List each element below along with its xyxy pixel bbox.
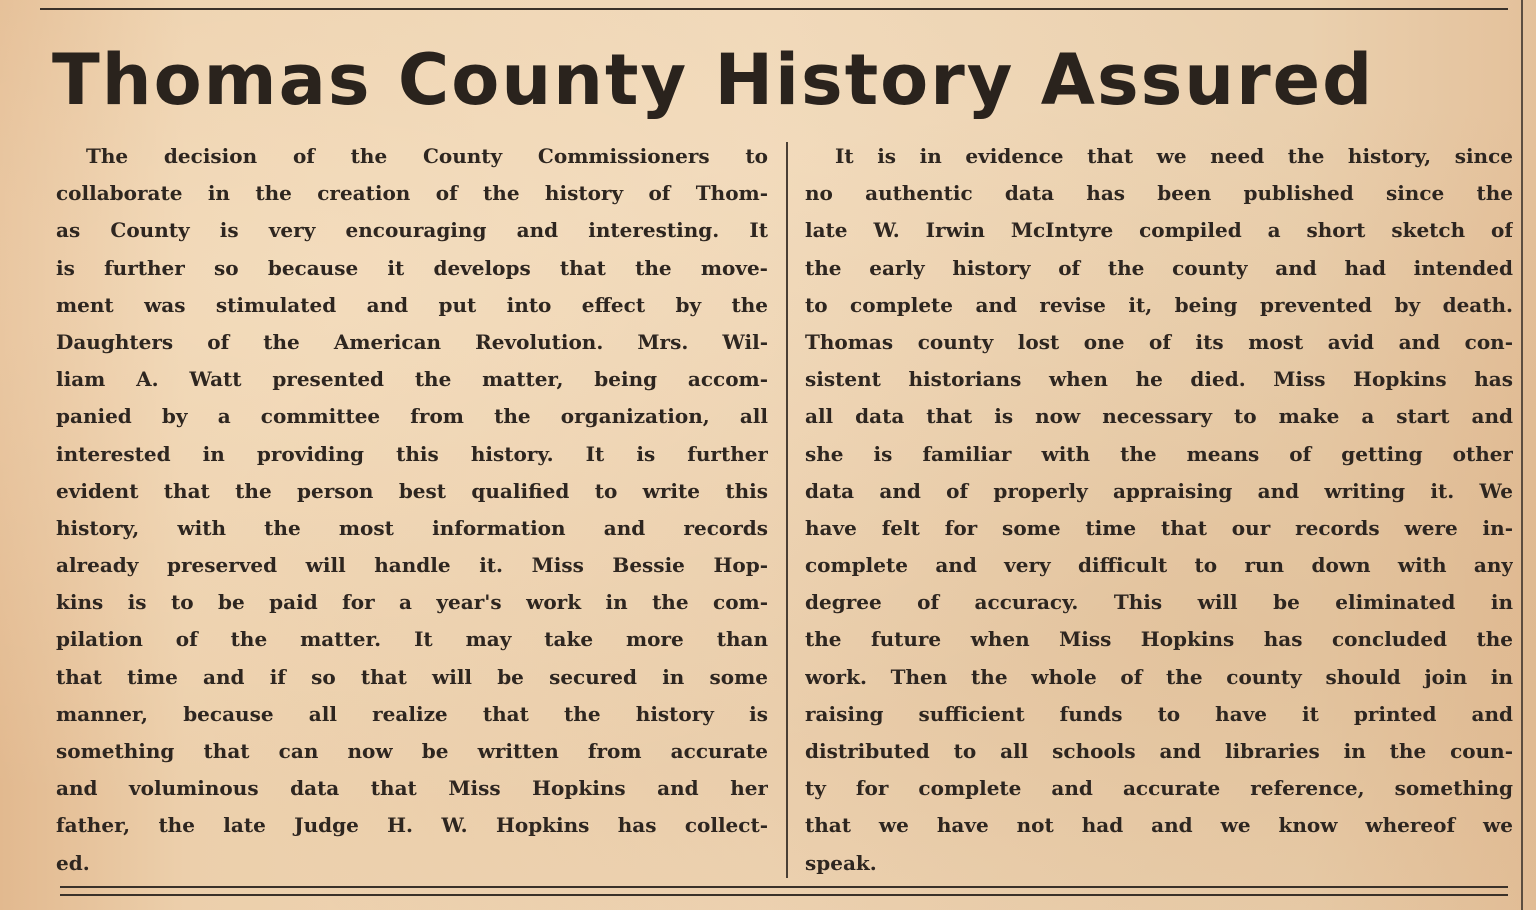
- text-line: It is in evidence that we need the history, since: [835, 144, 1513, 168]
- text-line: that we have not had and we know whereof we: [805, 813, 1513, 838]
- text-line: Thomas county lost one of its most avid and con-: [805, 329, 1513, 354]
- text-line: father, the late Judge H. W. Hopkins has collect-: [56, 813, 768, 838]
- text-line: ty for complete and accurate reference, something: [805, 776, 1513, 801]
- text-line: she is familiar with the means of getting other: [805, 441, 1513, 466]
- text-line: ment was stimulated and put into effect by the: [56, 292, 768, 317]
- left-column: [56, 138, 768, 882]
- text-line: and voluminous data that Miss Hopkins and her: [56, 776, 768, 801]
- text-line: the future when Miss Hopkins has concluded the: [805, 627, 1513, 652]
- column-divider: [786, 142, 788, 878]
- text-line: late W. Irwin McIntyre compiled a short sketch of: [805, 218, 1513, 243]
- right-edge-rule: [1521, 0, 1523, 910]
- text-line: distributed to all schools and libraries in the coun-: [805, 739, 1513, 763]
- text-line: no authentic data has been published since the: [805, 181, 1513, 206]
- text-line: that time and if so that will be secured in some: [56, 664, 768, 689]
- text-line: as County is very encouraging and interesting. It: [56, 218, 768, 243]
- headline: Thomas County History Assured: [52, 39, 1375, 121]
- text-line: manner, because all realize that the history is: [56, 701, 768, 726]
- right-column: [805, 138, 1513, 882]
- text-line: degree of accuracy. This will be eliminated in: [805, 590, 1513, 615]
- text-line: all data that is now necessary to make a start and: [805, 404, 1513, 429]
- text-line: is further so because it develops that the move-: [56, 255, 768, 280]
- text-line: the early history of the county and had intended: [805, 255, 1513, 280]
- text-line: kins is to be paid for a year's work in the com-: [56, 590, 768, 615]
- text-line: raising sufficient funds to have it printed and: [805, 701, 1513, 726]
- top-rule: [40, 8, 1508, 10]
- text-line: ed.: [56, 850, 90, 875]
- text-line: sistent historians when he died. Miss Hopkins has: [805, 367, 1513, 392]
- bottom-rule-double: [60, 894, 1508, 896]
- text-line: interested in providing this history. It is further: [56, 441, 768, 466]
- text-line: work. Then the whole of the county should join in: [805, 664, 1513, 689]
- text-line: already preserved will handle it. Miss Bessie Hop-: [56, 553, 768, 578]
- text-line: panied by a committee from the organization, all: [56, 404, 768, 429]
- text-line: speak.: [805, 850, 877, 875]
- text-line: liam A. Watt presented the matter, being accom-: [56, 367, 768, 392]
- text-line: have felt for some time that our records were in-: [805, 515, 1513, 540]
- text-line: pilation of the matter. It may take more than: [56, 627, 768, 652]
- text-line: Daughters of the American Revolution. Mrs. Wil-: [56, 329, 768, 354]
- bottom-rule: [60, 886, 1508, 888]
- text-line: data and of properly appraising and writing it. We: [805, 478, 1513, 503]
- text-line: history, with the most information and records: [56, 515, 768, 540]
- text-line: collaborate in the creation of the history of Thom-: [56, 181, 768, 206]
- text-line: evident that the person best qualified to write this: [56, 478, 768, 503]
- text-line: The decision of the County Commissioners to: [86, 144, 768, 168]
- text-line: to complete and revise it, being prevented by death.: [805, 292, 1513, 317]
- text-line: something that can now be written from accurate: [56, 739, 768, 763]
- text-line: complete and very difficult to run down with any: [805, 553, 1513, 578]
